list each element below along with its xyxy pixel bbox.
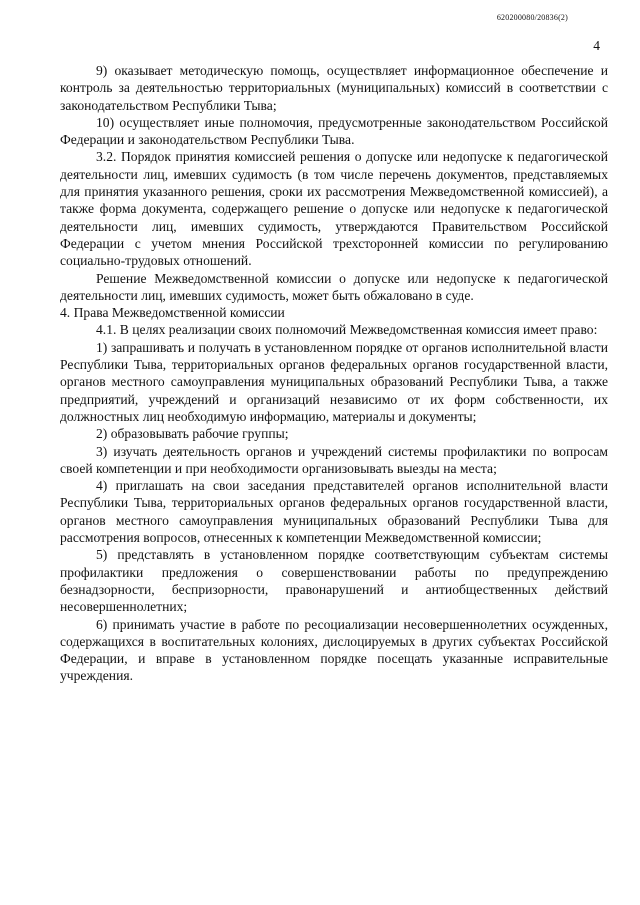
list-item-1: 1) запрашивать и получать в установленном порядке от органов исполнительной власти Республики Тыва, территориальных органов федеральных органов государственной власти, органов местного самоуправления муниципальных образований Республики Тыва, а также предприятий, учреждений и организаций независимо от их форм собственности, их должностных лиц необходимую информацию, материалы и документы; — [60, 339, 608, 424]
list-item-2: 2) образовывать рабочие группы; — [96, 426, 289, 442]
document-code: 620200080/20836(2) — [496, 13, 568, 22]
list-item-5: 5) представлять в установленном порядке соответствующим субъектам системы профилактики предложения о совершенствовании работы по предупреждению безнадзорности, беспризорности, правонарушений и антиобщественных действий несовершеннолетних; — [60, 547, 608, 615]
paragraph-item-10: 10) осуществляет иные полномочия, предусмотренные законодательством Российской Федерации и законодательством Республики Тыва. — [60, 114, 608, 148]
list-item-6: 6) принимать участие в работе по ресоциализации несовершеннолетних осужденных, содержащихся в воспитательных колониях, дислоцируемых в других субъектах Российской Федерации, и вправе в установленном порядке посещать указанные исправительные учреждения. — [60, 616, 608, 684]
page-number: 4 — [593, 38, 600, 53]
paragraph-4-1: 4.1. В целях реализации своих полномочий Межведомственная комиссия имеет право: — [96, 322, 598, 338]
list-item-3: 3) изучать деятельность органов и учреждений системы профилактики по вопросам своей компетенции и при необходимости организовывать выезды на места; — [60, 443, 608, 476]
paragraph-3-2: 3.2. Порядок принятия комиссией решения о допуске или недопуске к педагогической деятельности лиц, имевших судимость (в том числе перечень документов, представляемых для принятия указанного решения, сроки их рассмотрения Межведомственной комиссией), а также форма документа, содержащего решение о допуске или недопуске к педагогической деятельности лиц, имевших судимость, утверждаются Правительством Российской Федерации с учетом мнения Российской трехсторонней комиссии по регулированию социально-трудовых отношений. — [60, 149, 608, 269]
document-body — [60, 62, 608, 685]
list-item-4: 4) приглашать на свои заседания представителей органов исполнительной власти Республики Тыва, территориальных органов федеральных органов государственной власти, органов местного самоуправления муниципальных образований Республики Тыва для рассмотрения вопросов, отнесенных к компетенции Межведомственной комиссии; — [60, 478, 608, 546]
section-heading: 4. Права Межведомственной комиссии — [60, 305, 285, 321]
paragraph-item-9: 9) оказывает методическую помощь, осуществляет информационное обеспечение и контроль за деятельностью территориальных (муниципальных) комиссий в соответствии с законодательством Республики Тыва; — [60, 63, 608, 113]
paragraph-appeal: Решение Межведомственной комиссии о допуске или недопуске к педагогической деятельности лиц, имевших судимость, может быть обжаловано в суде. — [60, 270, 608, 303]
